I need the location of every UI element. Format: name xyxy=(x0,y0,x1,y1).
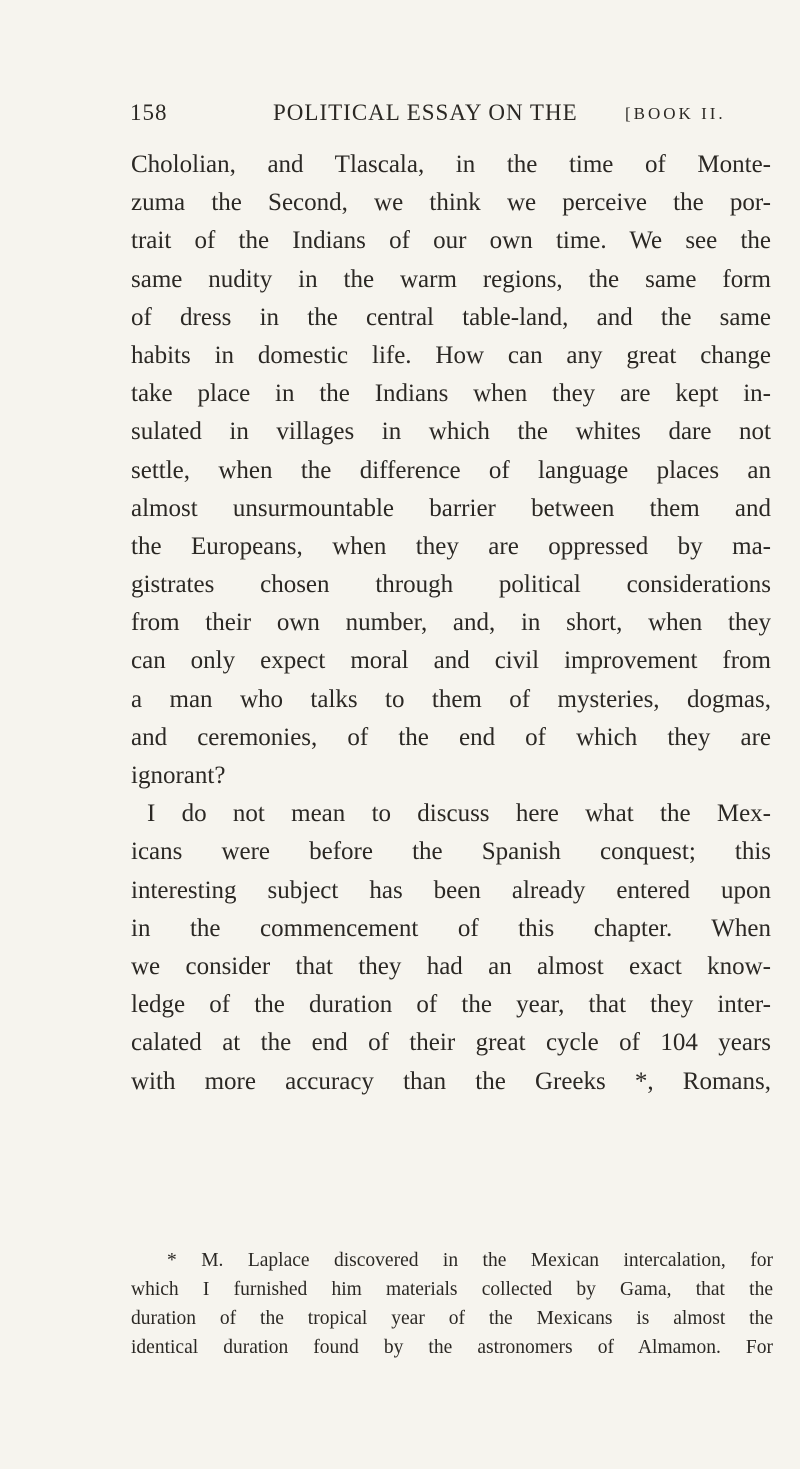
body-line: a man who talks to them of mysteries, dogmas, xyxy=(131,685,771,713)
body-line: of dress in the central table-land, and the same xyxy=(131,303,771,331)
book-reference: [BOOK II. xyxy=(625,104,726,123)
body-line: settle, when the difference of language places an xyxy=(131,456,771,484)
body-line: interesting subject has been already entered upon xyxy=(131,876,771,904)
body-line: habits in domestic life. How can any great change xyxy=(131,341,771,369)
running-head xyxy=(130,100,770,134)
body-line: with more accuracy than the Greeks *, Romans, xyxy=(131,1067,771,1095)
body-text xyxy=(131,146,771,1101)
body-line: almost unsurmountable barrier between them and xyxy=(131,494,771,522)
running-title: POLITICAL ESSAY ON THE xyxy=(273,100,578,125)
paragraph-start-line: I do not mean to discuss here what the Mex- xyxy=(147,800,771,828)
body-line: the Europeans, when they are oppressed by ma- xyxy=(131,532,771,560)
body-line: from their own number, and, in short, when they xyxy=(131,609,771,637)
footnote xyxy=(131,1246,773,1362)
body-line: same nudity in the warm regions, the same form xyxy=(131,265,771,293)
body-line: icans were before the Spanish conquest; this xyxy=(131,838,771,866)
footnote-line: which I furnished him materials collected by Gama, that the xyxy=(131,1279,773,1300)
footnote-line: identical duration found by the astronomers of Almamon. For xyxy=(131,1337,773,1358)
body-line: take place in the Indians when they are kept in- xyxy=(131,380,771,408)
body-line: can only expect moral and civil improvement from xyxy=(131,647,771,675)
body-line: ledge of the duration of the year, that they inter- xyxy=(131,991,771,1019)
body-line: trait of the Indians of our own time. We see the xyxy=(131,227,771,255)
page-number: 158 xyxy=(130,100,168,125)
body-line: Chololian, and Tlascala, in the time of Monte- xyxy=(131,151,771,178)
body-line: sulated in villages in which the whites dare not xyxy=(131,418,771,446)
body-line: calated at the end of their great cycle of 104 years xyxy=(131,1029,771,1057)
footnote-line: * M. Laplace discovered in the Mexican intercalation, for xyxy=(167,1250,773,1271)
body-line: we consider that they had an almost exact know- xyxy=(131,952,771,980)
body-line: gistrates chosen through political considerations xyxy=(131,571,771,599)
body-line: zuma the Second, we think we perceive the por- xyxy=(131,189,771,217)
body-line: in the commencement of this chapter. When xyxy=(131,914,771,942)
footnote-line: duration of the tropical year of the Mexicans is almost the xyxy=(131,1308,773,1329)
paragraph-end-line: ignorant? xyxy=(131,762,226,789)
body-line: and ceremonies, of the end of which they are xyxy=(131,723,771,751)
